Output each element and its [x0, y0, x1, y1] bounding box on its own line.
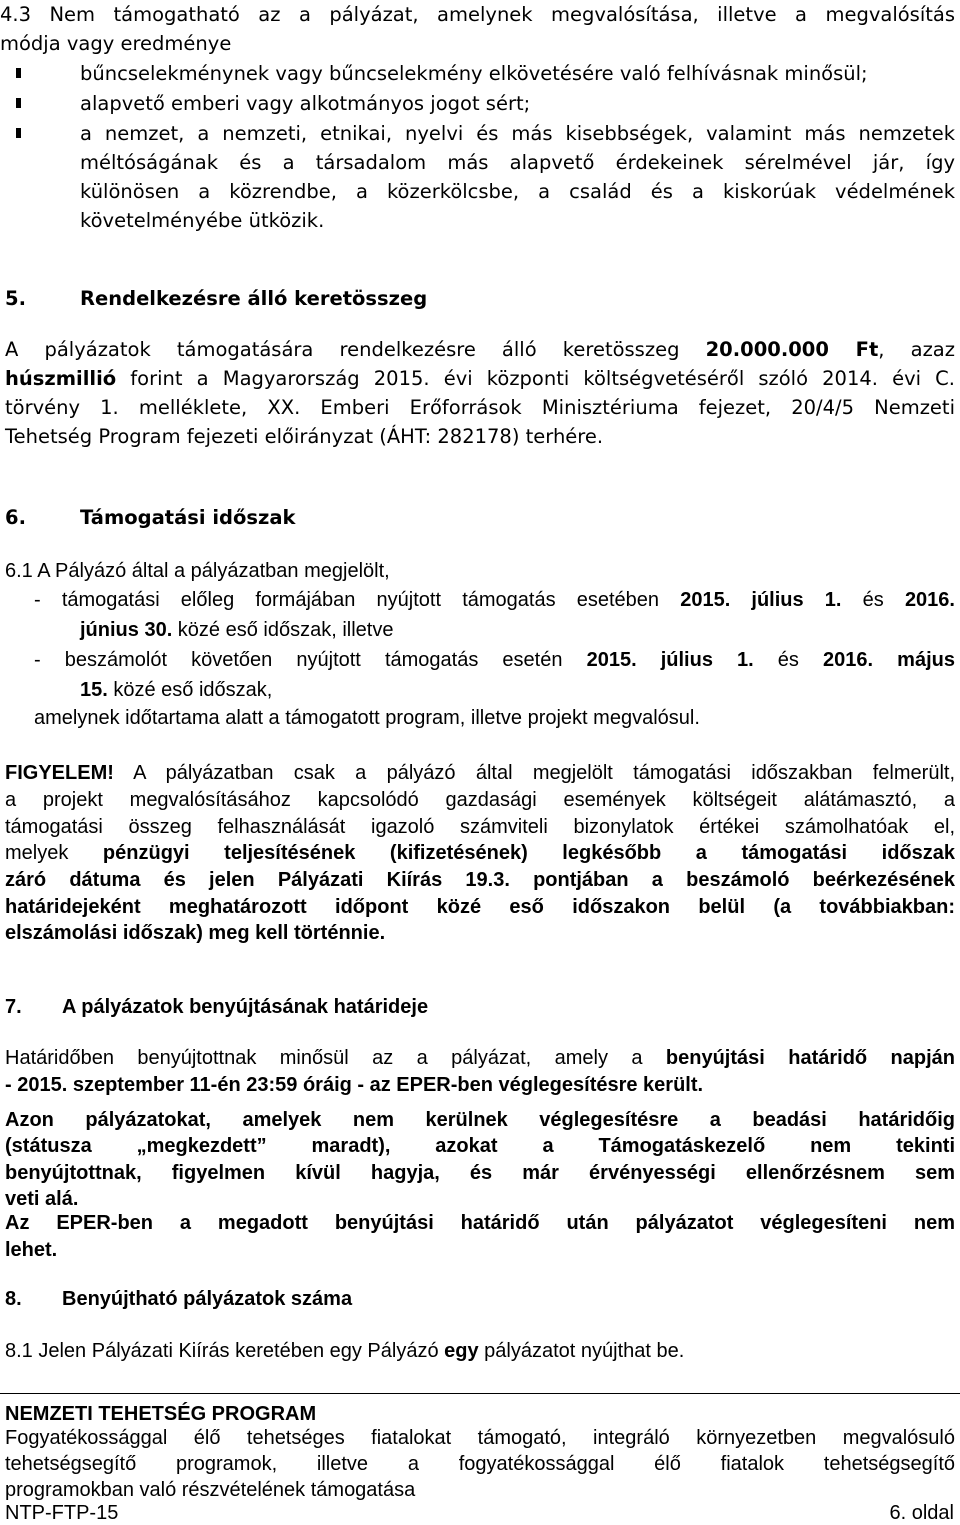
- warning-line-1: FIGYELEM! A pályázatban csak a pályázó által megjelölt támogatási időszakban felmerült,: [5, 762, 955, 784]
- warning-line-7: elszámolási időszak) meg kell történnie.: [5, 922, 386, 944]
- footer-code: NTP-FTP-15: [5, 1502, 119, 1524]
- footer-divider: [0, 1393, 960, 1394]
- bullet-item-3: a nemzet, a nemzeti, etnikai, nyelvi és más kisebbségek, valamint más nemzetek: [80, 122, 955, 145]
- section-6-intro: 6.1 A Pályázó által a pályázatban megjelölt,: [5, 560, 390, 582]
- section-7-para-2-line-3: benyújtottnak, figyelmen kívül hagyja, és már érvényességi ellenőrzésnem sem: [5, 1162, 955, 1184]
- section-6-closing: amelynek időtartama alatt a támogatott program, illetve projekt megvalósul.: [34, 707, 700, 729]
- footer-program-name: NEMZETI TEHETSÉG PROGRAM: [5, 1403, 317, 1425]
- section-8-para: 8.1 Jelen Pályázati Kiírás keretében egy Pályázó egy pályázatot nyújthat be.: [5, 1340, 685, 1362]
- footer-line-3: programokban való részvételének támogatása: [5, 1479, 416, 1501]
- section-7-para-1-line-1: Határidőben benyújtottnak minősül az a pályázat, amely a benyújtási határidő napján: [5, 1047, 955, 1069]
- bullet-item-2: alapvető emberi vagy alkotmányos jogot sért;: [80, 92, 531, 115]
- warning-line-6: határidejeként meghatározott időpont közé eső időszakon belül (a továbbiakban:: [5, 896, 955, 918]
- bullet-item-3-cont-2: különösen a közrendbe, a közerkölcsbe, a család és a kiskorúak védelmének: [80, 180, 955, 203]
- section-4-3-line-1: 4.3 Nem támogatható az a pályázat, amelynek megvalósítása, illetve a megvalósítás: [0, 3, 955, 26]
- footer-line-1: Fogyatékossággal élő tehetséges fiatalokat támogató, integráló környezetben megvalósuló: [5, 1427, 955, 1449]
- section-5-line-1: A pályázatok támogatására rendelkezésre álló keretösszeg 20.000.000 Ft, azaz: [5, 338, 955, 361]
- section-5-line-4: Tehetség Program fejezeti előirányzat (ÁHT: 282178) terhére.: [5, 425, 604, 448]
- warning-line-4: melyek pénzügyi teljesítésének (kifizetésének) legkésőbb a támogatási időszak: [5, 842, 955, 864]
- section-6-item-2: - beszámolót követően nyújtott támogatás esetén 2015. július 1. és 2016. május: [34, 649, 955, 671]
- section-8-number: 8.: [5, 1288, 22, 1310]
- section-7-para-1-line-2: - 2015. szeptember 11-én 23:59 óráig - az EPER-ben véglegesítésre került.: [5, 1074, 704, 1096]
- bullet-marker: [16, 68, 21, 78]
- section-7-para-2-line-4: veti alá.: [5, 1188, 79, 1210]
- section-5-line-2: húszmillió forint a Magyarország 2015. évi központi költségvetéséről szóló 2014. évi C.: [5, 367, 955, 390]
- section-7-para-2-line-1: Azon pályázatokat, amelyek nem kerülnek véglegesítésre a beadási határidőig: [5, 1109, 955, 1131]
- section-5-number: 5.: [5, 287, 26, 310]
- section-8-title: Benyújtható pályázatok száma: [62, 1288, 353, 1310]
- section-7-para-3-line-2: lehet.: [5, 1239, 58, 1261]
- section-6-number: 6.: [5, 506, 26, 529]
- section-7-para-3-line-1: Az EPER-ben a megadott benyújtási határidő után pályázatot véglegesíteni nem: [5, 1212, 955, 1234]
- section-6-title: Támogatási időszak: [80, 506, 296, 529]
- warning-line-2: a projekt megvalósításához kapcsolódó gazdasági események költségeit alátámasztó, a: [5, 789, 955, 811]
- section-5-title: Rendelkezésre álló keretösszeg: [80, 287, 428, 310]
- section-7-para-2-line-2: (státusza „megkezdett” maradt), azokat a Támogatáskezelő nem tekinti: [5, 1135, 955, 1157]
- bullet-marker: [16, 128, 21, 138]
- section-6-item-2-cont: 15. közé eső időszak,: [80, 679, 273, 701]
- section-6-item-1: - támogatási előleg formájában nyújtott támogatás esetében 2015. július 1. és 2016.: [34, 589, 955, 611]
- warning-line-5: záró dátuma és jelen Pályázati Kiírás 19.3. pontjában a beszámoló beérkezésének: [5, 869, 955, 891]
- bullet-item-3-cont-1: méltóságának és a társadalom más alapvető érdekeinek sérelmével jár, így: [80, 151, 955, 174]
- footer-line-2: tehetségsegítő programok, illetve a fogyatékossággal élő fiatalok tehetségsegítő: [5, 1453, 955, 1475]
- bullet-item-1: bűncselekménynek vagy bűncselekmény elkövetésére való felhívásnak minősül;: [80, 62, 868, 85]
- section-4-3-line-2: módja vagy eredménye: [0, 32, 232, 55]
- bullet-marker: [16, 98, 21, 108]
- section-7-title: A pályázatok benyújtásának határideje: [62, 996, 429, 1018]
- section-6-item-1-cont: június 30. közé eső időszak, illetve: [80, 619, 394, 641]
- footer-page-number: 6. oldal: [889, 1502, 954, 1524]
- warning-line-3: támogatási összeg felhasználását igazoló számviteli bizonylatok értékei számolhatóak el,: [5, 816, 955, 838]
- section-5-line-3: törvény 1. melléklete, XX. Emberi Erőforrások Minisztériuma fejezet, 20/4/5 Nemzeti: [5, 396, 955, 419]
- section-7-number: 7.: [5, 996, 22, 1018]
- bullet-item-3-cont-3: követelményébe ütközik.: [80, 209, 325, 232]
